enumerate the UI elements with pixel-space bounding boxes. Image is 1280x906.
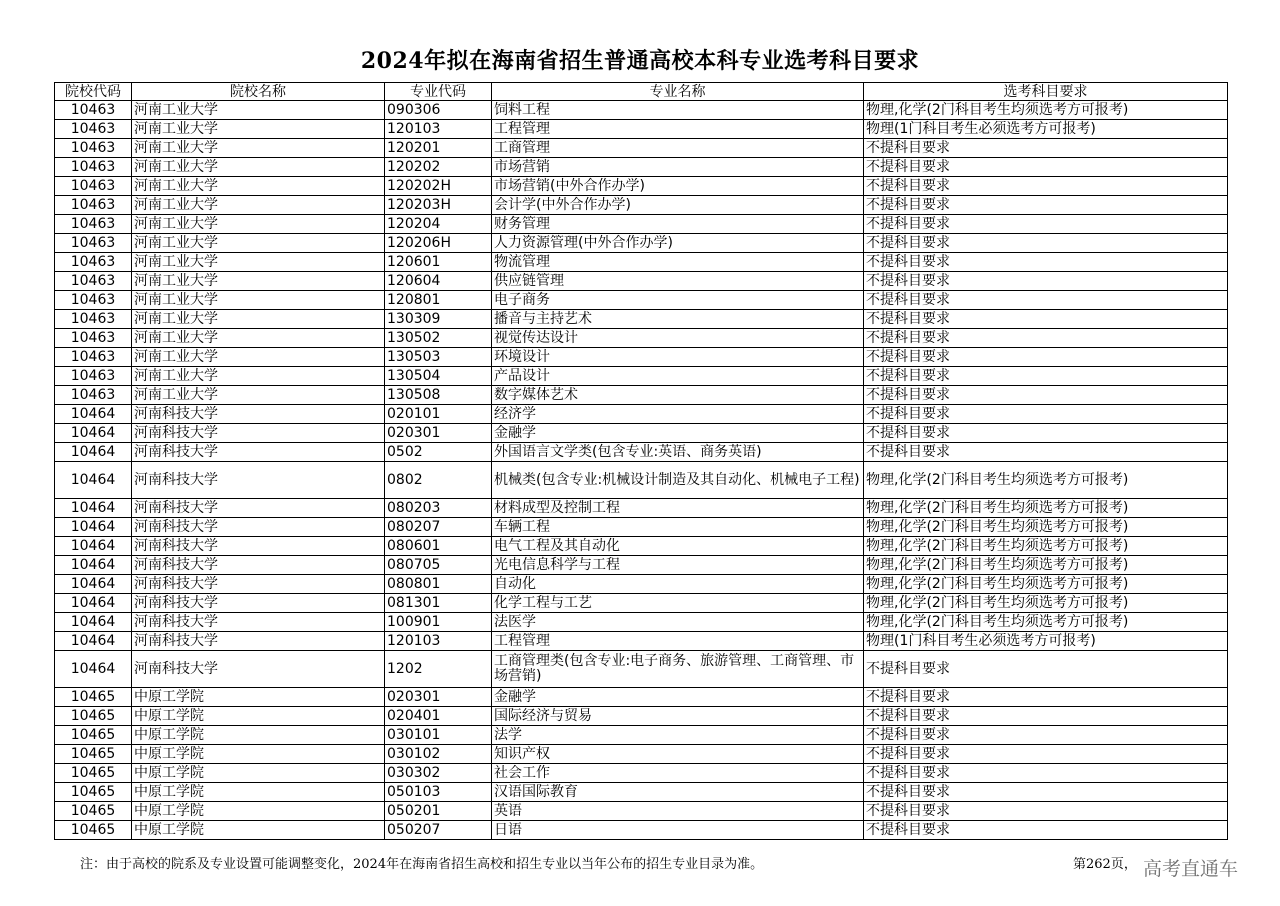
major-code-cell: 0502 <box>385 443 492 462</box>
major-code-cell: 080705 <box>385 556 492 575</box>
school-name-cell: 中原工学院 <box>132 745 385 764</box>
school-code-cell: 10463 <box>55 272 132 291</box>
major-code-cell: 080601 <box>385 537 492 556</box>
header-major-code: 专业代码 <box>385 83 492 101</box>
school-code-cell: 10464 <box>55 518 132 537</box>
school-code-cell: 10465 <box>55 821 132 840</box>
table-row <box>55 651 1228 688</box>
table-row <box>55 272 1228 291</box>
school-code-cell: 10463 <box>55 367 132 386</box>
major-name-cell: 财务管理 <box>492 215 864 234</box>
major-code-cell: 0802 <box>385 462 492 499</box>
table-row <box>55 462 1228 499</box>
school-code-cell: 10465 <box>55 726 132 745</box>
major-name-cell: 法医学 <box>492 613 864 632</box>
subject-requirement-cell: 不提科目要求 <box>864 253 1228 272</box>
subject-requirement-cell: 物理,化学(2门科目考生均须选考方可报考) <box>864 101 1228 120</box>
major-code-cell: 050201 <box>385 802 492 821</box>
major-code-cell: 090306 <box>385 101 492 120</box>
major-code-cell: 130309 <box>385 310 492 329</box>
school-code-cell: 10464 <box>55 405 132 424</box>
school-name-cell: 河南工业大学 <box>132 234 385 253</box>
subject-requirement-cell: 不提科目要求 <box>864 234 1228 253</box>
table-row <box>55 632 1228 651</box>
subject-requirement-cell: 物理,化学(2门科目考生均须选考方可报考) <box>864 613 1228 632</box>
table-row <box>55 196 1228 215</box>
major-name-cell: 金融学 <box>492 688 864 707</box>
major-name-cell: 国际经济与贸易 <box>492 707 864 726</box>
major-code-cell: 130508 <box>385 386 492 405</box>
subject-requirement-cell: 不提科目要求 <box>864 651 1228 688</box>
major-name-cell: 产品设计 <box>492 367 864 386</box>
school-code-cell: 10463 <box>55 253 132 272</box>
major-code-cell: 020301 <box>385 424 492 443</box>
subject-requirement-cell: 不提科目要求 <box>864 688 1228 707</box>
table-row <box>55 158 1228 177</box>
school-name-cell: 河南科技大学 <box>132 424 385 443</box>
school-name-cell: 河南工业大学 <box>132 158 385 177</box>
major-name-cell: 法学 <box>492 726 864 745</box>
school-code-cell: 10463 <box>55 386 132 405</box>
school-name-cell: 河南工业大学 <box>132 272 385 291</box>
table-row <box>55 518 1228 537</box>
subject-requirement-cell: 不提科目要求 <box>864 158 1228 177</box>
school-code-cell: 10464 <box>55 575 132 594</box>
school-code-cell: 10463 <box>55 196 132 215</box>
subject-requirement-cell: 不提科目要求 <box>864 291 1228 310</box>
table-row <box>55 575 1228 594</box>
table-row <box>55 234 1228 253</box>
school-name-cell: 河南工业大学 <box>132 101 385 120</box>
subject-requirement-cell: 不提科目要求 <box>864 764 1228 783</box>
subject-requirement-cell: 物理,化学(2门科目考生均须选考方可报考) <box>864 537 1228 556</box>
school-name-cell: 河南科技大学 <box>132 443 385 462</box>
subject-requirement-cell: 不提科目要求 <box>864 310 1228 329</box>
major-code-cell: 020401 <box>385 707 492 726</box>
school-name-cell: 河南科技大学 <box>132 499 385 518</box>
major-code-cell: 120203H <box>385 196 492 215</box>
subject-requirement-cell: 不提科目要求 <box>864 329 1228 348</box>
major-name-cell: 日语 <box>492 821 864 840</box>
table-row <box>55 424 1228 443</box>
major-code-cell: 080801 <box>385 575 492 594</box>
major-name-cell: 自动化 <box>492 575 864 594</box>
subject-requirement-cell: 物理(1门科目考生必须选考方可报考) <box>864 632 1228 651</box>
major-name-cell: 化学工程与工艺 <box>492 594 864 613</box>
school-code-cell: 10465 <box>55 802 132 821</box>
subject-requirement-cell: 不提科目要求 <box>864 443 1228 462</box>
school-name-cell: 河南工业大学 <box>132 177 385 196</box>
table-row <box>55 253 1228 272</box>
school-code-cell: 10464 <box>55 424 132 443</box>
school-name-cell: 河南工业大学 <box>132 139 385 158</box>
school-name-cell: 河南工业大学 <box>132 253 385 272</box>
school-name-cell: 河南工业大学 <box>132 310 385 329</box>
school-code-cell: 10465 <box>55 707 132 726</box>
major-name-cell: 人力资源管理(中外合作办学) <box>492 234 864 253</box>
major-name-cell: 数字媒体艺术 <box>492 386 864 405</box>
major-name-cell: 英语 <box>492 802 864 821</box>
major-code-cell: 030101 <box>385 726 492 745</box>
subject-requirement-cell: 物理,化学(2门科目考生均须选考方可报考) <box>864 462 1228 499</box>
major-name-cell: 饲料工程 <box>492 101 864 120</box>
major-code-cell: 120201 <box>385 139 492 158</box>
major-code-cell: 030102 <box>385 745 492 764</box>
table-row <box>55 688 1228 707</box>
subject-requirement-cell: 物理,化学(2门科目考生均须选考方可报考) <box>864 594 1228 613</box>
table-row <box>55 594 1228 613</box>
major-name-cell: 经济学 <box>492 405 864 424</box>
major-code-cell: 120601 <box>385 253 492 272</box>
footnote: 注：由于高校的院系及专业设置可能调整变化，2024年在海南省招生高校和招生专业以当年公布的招生专业目录为准。 <box>80 857 764 872</box>
subject-requirement-cell: 不提科目要求 <box>864 821 1228 840</box>
table-row <box>55 215 1228 234</box>
table-row <box>55 707 1228 726</box>
major-name-cell: 环境设计 <box>492 348 864 367</box>
major-name-cell: 物流管理 <box>492 253 864 272</box>
major-name-cell: 社会工作 <box>492 764 864 783</box>
major-code-cell: 080207 <box>385 518 492 537</box>
school-name-cell: 中原工学院 <box>132 726 385 745</box>
major-code-cell: 120202H <box>385 177 492 196</box>
table-row <box>55 499 1228 518</box>
major-code-cell: 130503 <box>385 348 492 367</box>
subject-requirement-cell: 物理,化学(2门科目考生均须选考方可报考) <box>864 518 1228 537</box>
school-name-cell: 河南工业大学 <box>132 215 385 234</box>
table-row <box>55 310 1228 329</box>
major-name-cell: 汉语国际教育 <box>492 783 864 802</box>
table-row <box>55 443 1228 462</box>
table-row <box>55 764 1228 783</box>
school-code-cell: 10464 <box>55 462 132 499</box>
school-name-cell: 河南科技大学 <box>132 537 385 556</box>
school-code-cell: 10465 <box>55 745 132 764</box>
major-name-cell: 电子商务 <box>492 291 864 310</box>
watermark: 高考直通车 <box>1143 858 1239 880</box>
major-name-cell: 工程管理 <box>492 632 864 651</box>
header-school-name: 院校名称 <box>132 83 385 101</box>
subject-requirement-cell: 不提科目要求 <box>864 196 1228 215</box>
school-name-cell: 河南科技大学 <box>132 405 385 424</box>
school-code-cell: 10463 <box>55 177 132 196</box>
school-code-cell: 10464 <box>55 632 132 651</box>
school-code-cell: 10463 <box>55 101 132 120</box>
major-name-cell: 外国语言文学类(包含专业:英语、商务英语) <box>492 443 864 462</box>
table-body <box>55 101 1228 840</box>
subject-requirement-cell: 不提科目要求 <box>864 177 1228 196</box>
table-row <box>55 291 1228 310</box>
school-name-cell: 河南科技大学 <box>132 518 385 537</box>
major-code-cell: 130502 <box>385 329 492 348</box>
major-name-cell: 视觉传达设计 <box>492 329 864 348</box>
major-name-cell: 材料成型及控制工程 <box>492 499 864 518</box>
subject-requirement-cell: 不提科目要求 <box>864 272 1228 291</box>
school-code-cell: 10463 <box>55 215 132 234</box>
major-code-cell: 130504 <box>385 367 492 386</box>
major-name-cell: 电气工程及其自动化 <box>492 537 864 556</box>
school-name-cell: 中原工学院 <box>132 821 385 840</box>
table-row <box>55 821 1228 840</box>
major-code-cell: 050103 <box>385 783 492 802</box>
table-row <box>55 348 1228 367</box>
table-row <box>55 139 1228 158</box>
major-code-cell: 030302 <box>385 764 492 783</box>
major-name-cell: 市场营销(中外合作办学) <box>492 177 864 196</box>
school-code-cell: 10463 <box>55 234 132 253</box>
header-school-code: 院校代码 <box>55 83 132 101</box>
school-code-cell: 10463 <box>55 329 132 348</box>
major-name-cell: 会计学(中外合作办学) <box>492 196 864 215</box>
table-row <box>55 726 1228 745</box>
table-row <box>55 405 1228 424</box>
major-name-cell: 工程管理 <box>492 120 864 139</box>
major-name-cell: 播音与主持艺术 <box>492 310 864 329</box>
major-code-cell: 120103 <box>385 632 492 651</box>
major-name-cell: 金融学 <box>492 424 864 443</box>
school-name-cell: 河南工业大学 <box>132 367 385 386</box>
major-name-cell: 光电信息科学与工程 <box>492 556 864 575</box>
school-name-cell: 中原工学院 <box>132 707 385 726</box>
subject-requirements-table <box>54 82 1228 840</box>
subject-requirement-cell: 不提科目要求 <box>864 783 1228 802</box>
major-name-cell: 工商管理 <box>492 139 864 158</box>
major-code-cell: 120103 <box>385 120 492 139</box>
school-code-cell: 10463 <box>55 139 132 158</box>
school-name-cell: 河南科技大学 <box>132 613 385 632</box>
table-row <box>55 537 1228 556</box>
table-row <box>55 101 1228 120</box>
subject-requirement-cell: 不提科目要求 <box>864 745 1228 764</box>
subject-requirement-cell: 不提科目要求 <box>864 348 1228 367</box>
major-code-cell: 120202 <box>385 158 492 177</box>
page-title: 2024年拟在海南省招生普通高校本科专业选考科目要求 <box>360 48 920 74</box>
school-name-cell: 河南科技大学 <box>132 632 385 651</box>
school-name-cell: 河南工业大学 <box>132 291 385 310</box>
school-name-cell: 河南科技大学 <box>132 651 385 688</box>
school-code-cell: 10464 <box>55 613 132 632</box>
table-row <box>55 613 1228 632</box>
table-row <box>55 783 1228 802</box>
school-code-cell: 10464 <box>55 537 132 556</box>
major-code-cell: 1202 <box>385 651 492 688</box>
school-code-cell: 10464 <box>55 443 132 462</box>
major-code-cell: 120801 <box>385 291 492 310</box>
major-name-cell: 市场营销 <box>492 158 864 177</box>
major-code-cell: 080203 <box>385 499 492 518</box>
school-name-cell: 中原工学院 <box>132 802 385 821</box>
header-subject-requirement: 选考科目要求 <box>864 83 1228 101</box>
subject-requirement-cell: 不提科目要求 <box>864 367 1228 386</box>
page-number: 第262页， <box>1073 857 1137 872</box>
school-code-cell: 10464 <box>55 594 132 613</box>
major-name-cell: 知识产权 <box>492 745 864 764</box>
subject-requirement-cell: 不提科目要求 <box>864 139 1228 158</box>
school-name-cell: 中原工学院 <box>132 688 385 707</box>
school-name-cell: 河南科技大学 <box>132 556 385 575</box>
school-code-cell: 10465 <box>55 783 132 802</box>
major-name-cell: 车辆工程 <box>492 518 864 537</box>
school-code-cell: 10464 <box>55 556 132 575</box>
subject-requirement-cell: 不提科目要求 <box>864 386 1228 405</box>
school-code-cell: 10465 <box>55 764 132 783</box>
school-code-cell: 10464 <box>55 651 132 688</box>
school-code-cell: 10463 <box>55 158 132 177</box>
major-name-cell: 供应链管理 <box>492 272 864 291</box>
subject-requirement-cell: 不提科目要求 <box>864 707 1228 726</box>
table-row <box>55 745 1228 764</box>
table-row <box>55 329 1228 348</box>
major-code-cell: 120604 <box>385 272 492 291</box>
school-name-cell: 河南工业大学 <box>132 329 385 348</box>
school-code-cell: 10463 <box>55 120 132 139</box>
school-code-cell: 10463 <box>55 310 132 329</box>
table-header-row <box>55 83 1228 101</box>
subject-requirement-cell: 不提科目要求 <box>864 802 1228 821</box>
major-code-cell: 100901 <box>385 613 492 632</box>
subject-requirement-cell: 不提科目要求 <box>864 405 1228 424</box>
subject-requirement-cell: 不提科目要求 <box>864 215 1228 234</box>
major-code-cell: 020101 <box>385 405 492 424</box>
header-major-name: 专业名称 <box>492 83 864 101</box>
major-code-cell: 050207 <box>385 821 492 840</box>
major-code-cell: 081301 <box>385 594 492 613</box>
school-name-cell: 河南工业大学 <box>132 386 385 405</box>
school-name-cell: 中原工学院 <box>132 783 385 802</box>
school-name-cell: 河南工业大学 <box>132 348 385 367</box>
subject-requirement-cell: 不提科目要求 <box>864 726 1228 745</box>
subject-requirement-cell: 物理,化学(2门科目考生均须选考方可报考) <box>864 499 1228 518</box>
major-code-cell: 120206H <box>385 234 492 253</box>
subject-requirement-cell: 物理(1门科目考生必须选考方可报考) <box>864 120 1228 139</box>
major-code-cell: 120204 <box>385 215 492 234</box>
school-code-cell: 10465 <box>55 688 132 707</box>
school-name-cell: 中原工学院 <box>132 764 385 783</box>
school-code-cell: 10464 <box>55 499 132 518</box>
major-code-cell: 020301 <box>385 688 492 707</box>
major-name-cell: 工商管理类(包含专业:电子商务、旅游管理、工商管理、市场营销) <box>492 651 864 688</box>
table-row <box>55 120 1228 139</box>
subject-requirement-cell: 物理,化学(2门科目考生均须选考方可报考) <box>864 575 1228 594</box>
table-row <box>55 556 1228 575</box>
table-row <box>55 177 1228 196</box>
school-code-cell: 10463 <box>55 348 132 367</box>
school-name-cell: 河南科技大学 <box>132 575 385 594</box>
table-row <box>55 386 1228 405</box>
school-name-cell: 河南科技大学 <box>132 594 385 613</box>
school-name-cell: 河南工业大学 <box>132 120 385 139</box>
major-name-cell: 机械类(包含专业:机械设计制造及其自动化、机械电子工程) <box>492 462 864 499</box>
school-name-cell: 河南科技大学 <box>132 462 385 499</box>
table-row <box>55 802 1228 821</box>
school-name-cell: 河南工业大学 <box>132 196 385 215</box>
school-code-cell: 10463 <box>55 291 132 310</box>
subject-requirement-cell: 物理,化学(2门科目考生均须选考方可报考) <box>864 556 1228 575</box>
table-row <box>55 367 1228 386</box>
subject-requirement-cell: 不提科目要求 <box>864 424 1228 443</box>
